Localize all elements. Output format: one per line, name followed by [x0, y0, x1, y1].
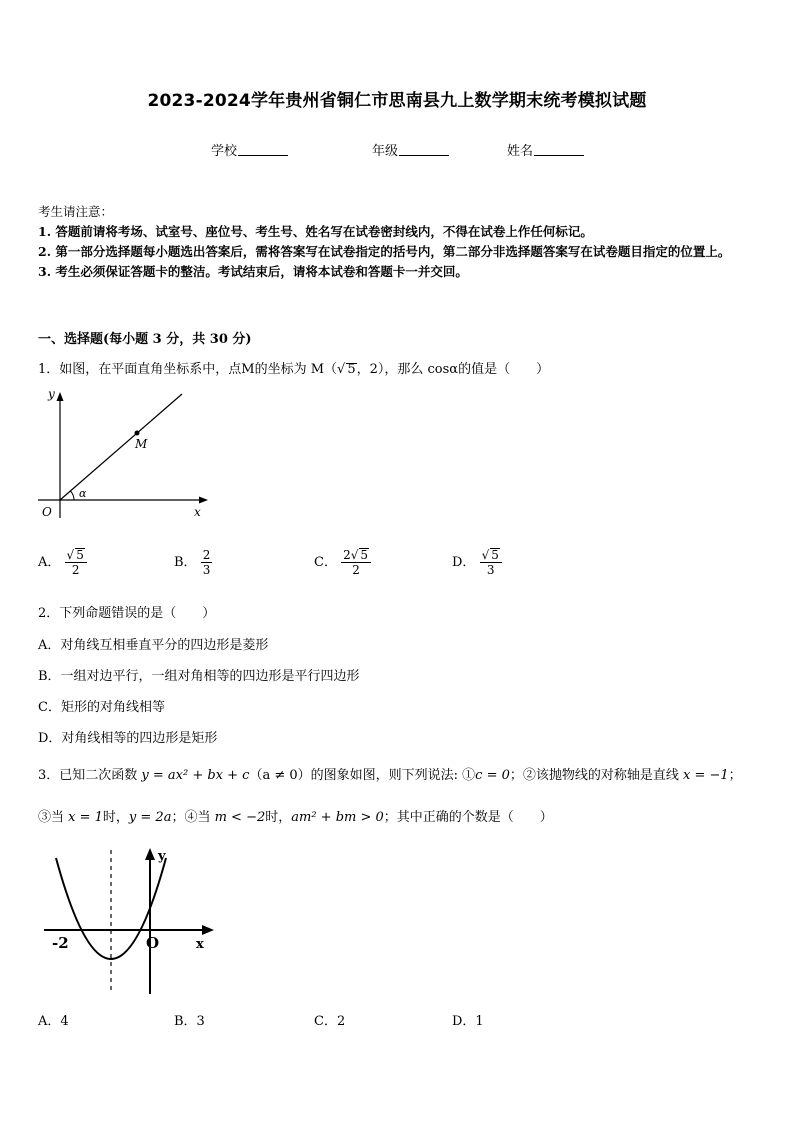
sqrt-icon: √	[337, 362, 346, 377]
sqrt-icon: √	[350, 548, 359, 562]
angle-label: α	[79, 487, 87, 500]
y-axis-label: y	[48, 388, 55, 401]
q2-option-b[interactable]: B．一组对边平行，一组对角相等的四边形是平行四边形	[38, 669, 360, 684]
sqrt-icon: √	[481, 548, 490, 562]
q3-text: ；②该抛物线的对称轴是直线	[509, 768, 684, 783]
x-arrow-icon	[202, 925, 214, 935]
q2-option-a[interactable]: A．对角线互相垂直平分的四边形是菱形	[38, 638, 269, 653]
q3-text: 的图象如图，则下列说法: ①	[310, 768, 476, 783]
q3-statement-3b: y = 2a	[128, 810, 172, 825]
question-1-stem	[38, 358, 549, 377]
q3-option-b[interactable]: B．3	[174, 1014, 205, 1029]
q3-statement-1: c = 0	[475, 768, 510, 783]
question-3-line-2	[38, 806, 553, 825]
q1-text-a: 1．如图，在平面直角坐标系中，点M的坐标为 M（	[38, 362, 338, 377]
grade-blank[interactable]	[399, 143, 449, 156]
q1-option-d[interactable]	[452, 548, 502, 577]
grade-label: 年级	[372, 144, 399, 159]
ray-om	[60, 394, 182, 500]
section-heading: 一、选择题(每小题 3 分，共 30 分)	[38, 332, 252, 347]
y-arrow-icon	[145, 848, 155, 860]
q3-text: ；④当	[171, 810, 215, 825]
page-title: 2023-2024学年贵州省铜仁市思南县九上数学期末统考模拟试题	[147, 91, 647, 111]
notice-heading: 考生请注意：	[38, 204, 114, 219]
q1-option-b[interactable]	[174, 548, 212, 577]
option-letter: A．	[38, 555, 61, 570]
origin-label: O	[146, 934, 160, 952]
frac-num: 5	[491, 548, 499, 562]
angle-arc	[71, 491, 75, 500]
neg-two-label: -2	[52, 934, 69, 952]
notice-item: 2. 第一部分选择题每小题选出答案后，需将答案写在试卷指定的括号内，第二部分非选择题答案写在试卷题目指定的位置上。	[38, 244, 731, 259]
grade-field[interactable]	[372, 140, 449, 159]
name-blank[interactable]	[534, 143, 584, 156]
frac-den: 2	[352, 563, 360, 577]
school-field[interactable]	[211, 140, 288, 159]
option-letter: C．	[314, 555, 337, 570]
point-m	[135, 431, 140, 436]
q2-option-c[interactable]: C．矩形的对角线相等	[38, 700, 165, 715]
x-axis-label: x	[196, 937, 204, 952]
school-blank[interactable]	[238, 143, 288, 156]
q1-sqrt-arg: 5	[347, 362, 356, 377]
name-label: 姓名	[507, 144, 534, 159]
notice-block	[38, 202, 760, 282]
q1-text-b: ，2），那么 cosα的值是（ ）	[356, 362, 550, 377]
q1-option-c[interactable]	[314, 548, 371, 577]
q3-option-c[interactable]: C．2	[314, 1014, 346, 1029]
q3-option-a[interactable]: A．4	[38, 1014, 69, 1029]
q3-text: ③当	[38, 810, 69, 825]
q3-option-d[interactable]: D．1	[452, 1014, 484, 1029]
frac-num: 2	[202, 548, 211, 562]
school-label: 学校	[211, 144, 238, 159]
option-letter: B．	[174, 555, 197, 570]
q2-option-d[interactable]: D．对角线相等的四边形是矩形	[38, 731, 218, 746]
frac-num: 5	[360, 548, 369, 562]
y-axis-label: y	[158, 849, 166, 864]
point-m-label: M	[135, 437, 148, 451]
q3-text: ；	[728, 768, 742, 783]
q3-statement-3a: x = 1	[68, 810, 103, 825]
sqrt-icon: √	[66, 548, 75, 562]
q1-figure	[36, 388, 216, 522]
notice-item: 1. 答题前请将考场、试室号、座位号、考生号、姓名写在试卷密封线内，不得在试卷上作任何标记。	[38, 224, 593, 239]
frac-den: 2	[71, 563, 80, 577]
frac-den: 3	[486, 563, 495, 577]
q3-text: 3．已知二次函数	[38, 768, 142, 783]
name-field[interactable]	[507, 140, 584, 159]
option-letter: D．	[452, 555, 476, 570]
q3-statement-4a: m < −2	[214, 810, 266, 825]
q3-text: 时，	[102, 810, 129, 825]
q3-figure	[40, 842, 220, 998]
x-arrow-icon	[199, 497, 208, 504]
origin-label: O	[42, 505, 52, 519]
q3-text: ；其中正确的个数是（ ）	[383, 810, 553, 825]
q3-statement-2: x = −1	[683, 768, 729, 783]
q3-statement-4b: am² + bm > 0	[291, 810, 384, 825]
frac-coef: 2	[343, 548, 351, 562]
question-2-stem: 2．下列命题错误的是（ ）	[38, 606, 216, 621]
x-axis-label: x	[194, 505, 201, 519]
q3-text: 时，	[265, 810, 292, 825]
frac-num: 5	[76, 548, 84, 562]
q3-condition: （a ≠ 0）	[249, 768, 311, 783]
notice-item: 3. 考生必须保证答题卡的整洁。考试结束后，请将本试卷和答题卡一并交回。	[38, 264, 468, 279]
question-3-line-1	[38, 764, 742, 783]
q1-option-a[interactable]	[38, 548, 87, 577]
y-arrow-icon	[57, 392, 64, 401]
frac-den: 3	[202, 563, 211, 577]
q3-function: y = ax² + bx + c	[141, 768, 250, 783]
